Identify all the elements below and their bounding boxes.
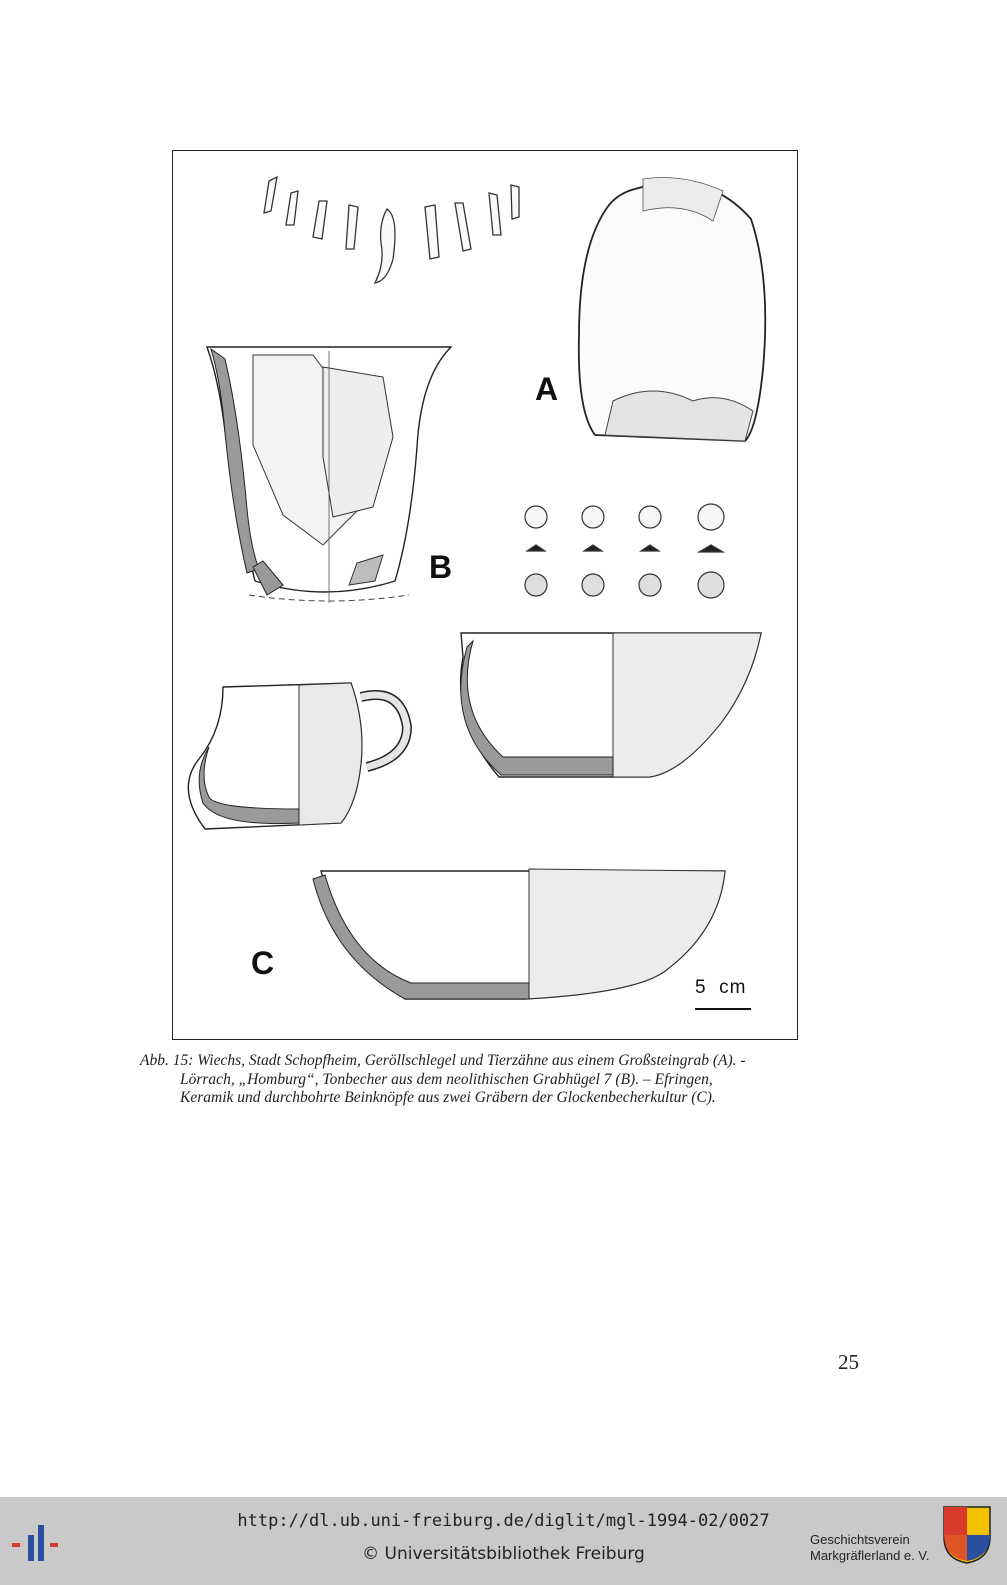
footer-url[interactable]: http://dl.ub.uni-freiburg.de/diglit/mgl-1994-02/0027 <box>237 1511 770 1531</box>
animal-teeth <box>264 177 519 283</box>
label-c: C <box>251 945 275 981</box>
bowl-upper <box>461 633 761 777</box>
society-crest-icon <box>942 1505 992 1565</box>
scale-label: 5 cm <box>695 977 747 998</box>
archaeology-illustration <box>173 151 799 1041</box>
handled-cup <box>188 683 407 829</box>
figure-plate <box>172 150 798 1040</box>
page-number: 25 <box>838 1350 859 1374</box>
society-line: Markgräflerland e. V. <box>810 1548 930 1563</box>
figure-caption <box>140 1052 870 1108</box>
caption-line: Abb. 15: Wiechs, Stadt Schopfheim, Geröllschlegel und Tierzähne aus einem Großsteingrab (A). - <box>140 1052 746 1069</box>
footer-bar <box>0 1497 1007 1585</box>
society-line: Geschichtsverein <box>810 1532 910 1547</box>
caption-line: Keramik und durchbohrte Beinknöpfe aus zwei Gräbern der Glockenbecherkultur (C). <box>180 1089 716 1106</box>
bone-buttons <box>525 504 724 598</box>
label-a: A <box>535 371 559 407</box>
caption-line: Lörrach, „Homburg“, Tonbecher aus dem neolithischen Grabhügel 7 (B). – Efringen, <box>180 1070 713 1088</box>
footer-copyright: © Universitätsbibliothek Freiburg <box>362 1544 645 1564</box>
society-name <box>810 1532 929 1564</box>
bowl-lower <box>313 869 725 999</box>
label-b: B <box>429 549 453 585</box>
beaker-vessel <box>207 347 451 603</box>
